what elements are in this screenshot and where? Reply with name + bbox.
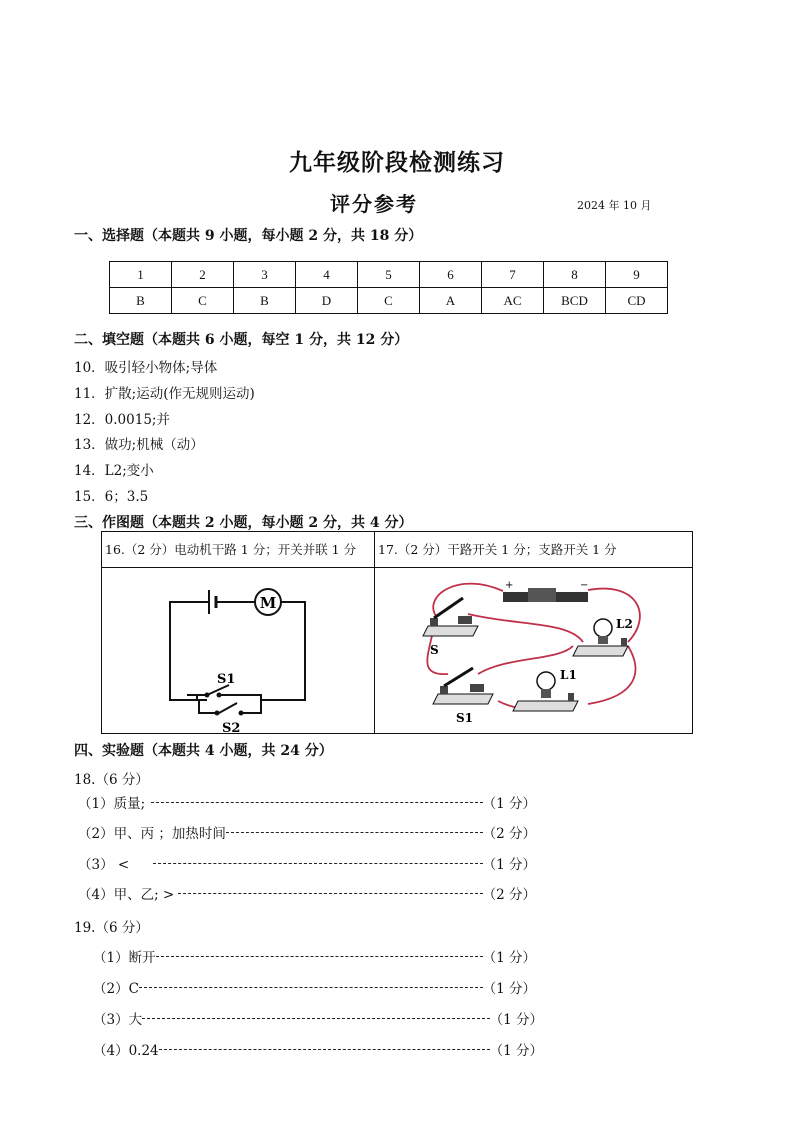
answer-cell: BCD	[544, 288, 606, 314]
q19-label: 19.（6 分）	[74, 920, 149, 936]
answer-cell: AC	[482, 288, 544, 314]
q18-answer-score: （1 分）	[482, 796, 536, 812]
box-divider-vertical	[374, 532, 375, 733]
q18-answer-row	[78, 883, 536, 903]
dash-leader	[139, 987, 483, 988]
box-divider-horizontal	[102, 567, 692, 568]
question-number: 3	[234, 262, 296, 288]
question-number: 2	[172, 262, 234, 288]
q18-answer-text: （4）甲、乙; >	[78, 887, 175, 903]
drawing-answer-box	[101, 531, 693, 734]
q16-scoring: 16.（2 分）电动机干路 1 分；开关并联 1 分	[105, 542, 357, 557]
knife-switch-s-icon	[423, 598, 478, 636]
answer-cell: C	[358, 288, 420, 314]
section4-heading: 四、实验题（本题共 4 小题，共 24 分）	[74, 743, 333, 759]
dash-leader	[178, 893, 482, 894]
q19-answer-score: （1 分）	[489, 1043, 543, 1059]
answer-table-answer-row	[110, 288, 668, 314]
question-number: 4	[296, 262, 358, 288]
dash-leader	[153, 863, 482, 864]
dash-leader	[226, 832, 483, 833]
switch-s-label: S	[430, 643, 439, 657]
q18-answer-score: （2 分）	[482, 826, 536, 842]
q19-answer-row	[93, 1039, 543, 1059]
switch-s1-label-17: S1	[456, 711, 474, 725]
fill-answer: 14．L2;变小	[74, 463, 154, 479]
question-number: 1	[110, 262, 172, 288]
q18-answer-text: （3） <	[78, 857, 130, 873]
q19-answer-text: （4）0.24	[93, 1043, 159, 1059]
q18-label: 18.（6 分）	[74, 772, 149, 788]
answer-cell: CD	[606, 288, 668, 314]
answer-table	[109, 261, 668, 314]
circuit-diagram-16	[157, 587, 317, 736]
q19-answer-row	[93, 946, 536, 966]
answer-table-number-row	[110, 262, 668, 288]
exam-date: 2024 年 10 月	[577, 199, 652, 212]
switch-s1-label: S1	[217, 672, 236, 687]
q19-answer-score: （1 分）	[482, 981, 536, 997]
battery-icon	[503, 588, 588, 602]
q18-answer-text: （2）甲、丙 ；加热时间	[78, 826, 226, 842]
question-number: 8	[544, 262, 606, 288]
q19-answer-row	[93, 977, 536, 997]
dash-leader	[156, 956, 483, 957]
section1-heading: 一、选择题（本题共 9 小题，每小题 2 分，共 18 分）	[74, 228, 423, 244]
q19-answer-score: （1 分）	[482, 950, 536, 966]
question-number: 6	[420, 262, 482, 288]
answer-cell: C	[172, 288, 234, 314]
answer-cell: D	[296, 288, 358, 314]
section2-heading: 二、填空题（本题共 6 小题，每空 1 分，共 12 分）	[74, 332, 409, 348]
section3-heading: 三、作图题（本题共 2 小题，每小题 2 分，共 4 分）	[74, 515, 413, 531]
page-title: 九年级阶段检测练习	[289, 149, 505, 176]
q18-answer-text: （1）质量;	[78, 796, 146, 812]
battery-plus-label: +	[505, 580, 514, 591]
q19-answer-text: （1）断开	[93, 950, 156, 966]
fill-answer: 10．吸引轻小物体;导体	[74, 360, 218, 376]
dash-leader	[159, 1049, 490, 1050]
answer-cell: B	[234, 288, 296, 314]
battery-minus-label: −	[580, 580, 589, 591]
wiring-diagram-17	[418, 576, 658, 732]
motor-label: M	[259, 594, 277, 612]
page-subtitle: 评分参考	[330, 192, 418, 216]
q19-answer-text: （2）C	[93, 981, 139, 997]
q19-answer-row	[93, 1008, 543, 1028]
lamp-l1-label: L1	[560, 668, 577, 682]
q18-answer-row	[78, 853, 536, 873]
fill-answer: 11．扩散;运动(作无规则运动)	[74, 386, 255, 402]
lamp-l2-label: L2	[616, 617, 633, 631]
q17-scoring: 17.（2 分）干路开关 1 分；支路开关 1 分	[378, 542, 617, 557]
fill-answer: 15．6；3.5	[74, 489, 149, 505]
dash-leader	[151, 802, 482, 803]
q18-answer-score: （1 分）	[482, 857, 536, 873]
question-number: 7	[482, 262, 544, 288]
q18-answer-score: （2 分）	[482, 887, 536, 903]
q18-answer-row	[78, 822, 536, 842]
fill-answer: 13．做功;机械（动）	[74, 437, 204, 453]
q18-answer-row	[78, 792, 536, 812]
question-number: 9	[606, 262, 668, 288]
answer-cell: A	[420, 288, 482, 314]
question-number: 5	[358, 262, 420, 288]
q19-answer-text: （3）大	[93, 1012, 143, 1028]
answer-cell: B	[110, 288, 172, 314]
dash-leader	[142, 1018, 490, 1019]
q19-answer-score: （1 分）	[489, 1012, 543, 1028]
fill-answer: 12．0.0015;并	[74, 412, 170, 428]
switch-s2-label: S2	[222, 721, 241, 736]
